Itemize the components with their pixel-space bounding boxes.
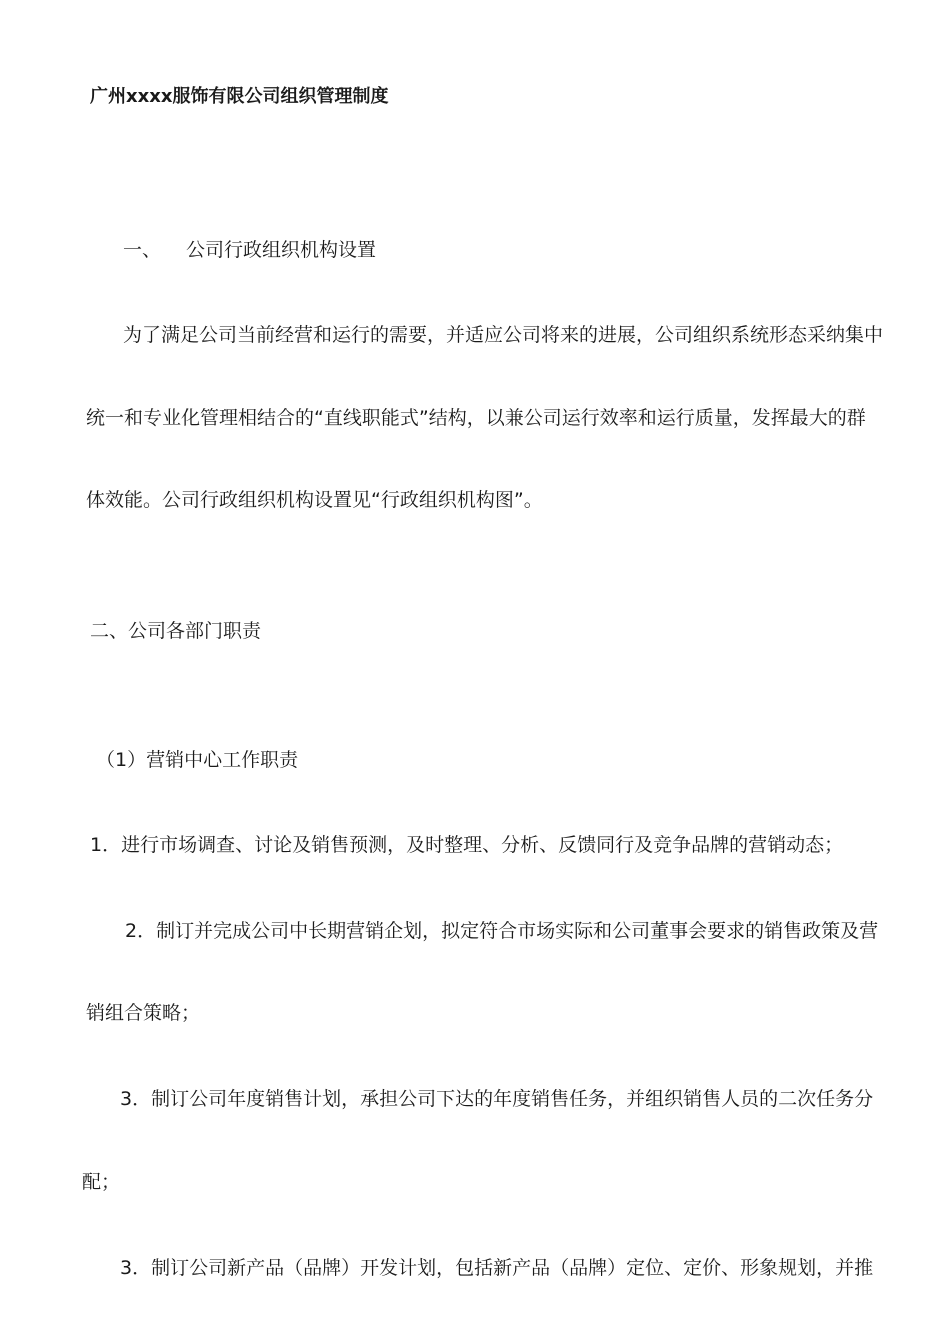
section1-paragraph-line-3: 体效能。公司行政组织机构设置见“行政组织机构图”。: [86, 489, 543, 511]
section1-paragraph-line-2: 统一和专业化管理相结合的“直线职能式”结构，以兼公司运行效率和运行质量，发挥最大的群: [86, 407, 866, 429]
section1-number: 一、: [123, 239, 162, 261]
document-title: 广州xxxx服饰有限公司组织管理制度: [90, 86, 389, 107]
list-item: 2．制订并完成公司中长期营销企划，拟定符合市场实际和公司董事会要求的销售政策及营: [125, 920, 879, 942]
list-item: 3．制订公司新产品（品牌）开发计划，包括新产品（品牌）定位、定价、形象规划，并推: [120, 1257, 874, 1279]
list-item-continuation: 销组合策略；: [86, 1002, 201, 1024]
list-item: 3．制订公司年度销售计划，承担公司下达的年度销售任务，并组织销售人员的二次任务分: [120, 1088, 874, 1110]
section2-heading: 二、公司各部门职责: [90, 620, 262, 642]
list-item-continuation: 配；: [82, 1171, 121, 1193]
section1-heading: 公司行政组织机构设置: [186, 239, 377, 261]
list-item: 1．进行市场调查、讨论及销售预测，及时整理、分析、反馈同行及竞争品牌的营销动态；: [90, 834, 844, 856]
section2-subheading: （1）营销中心工作职责: [96, 749, 299, 771]
section1-paragraph-line-1: 为了满足公司当前经营和运行的需要，并适应公司将来的进展，公司组织系统形态采纳集中: [123, 324, 884, 346]
